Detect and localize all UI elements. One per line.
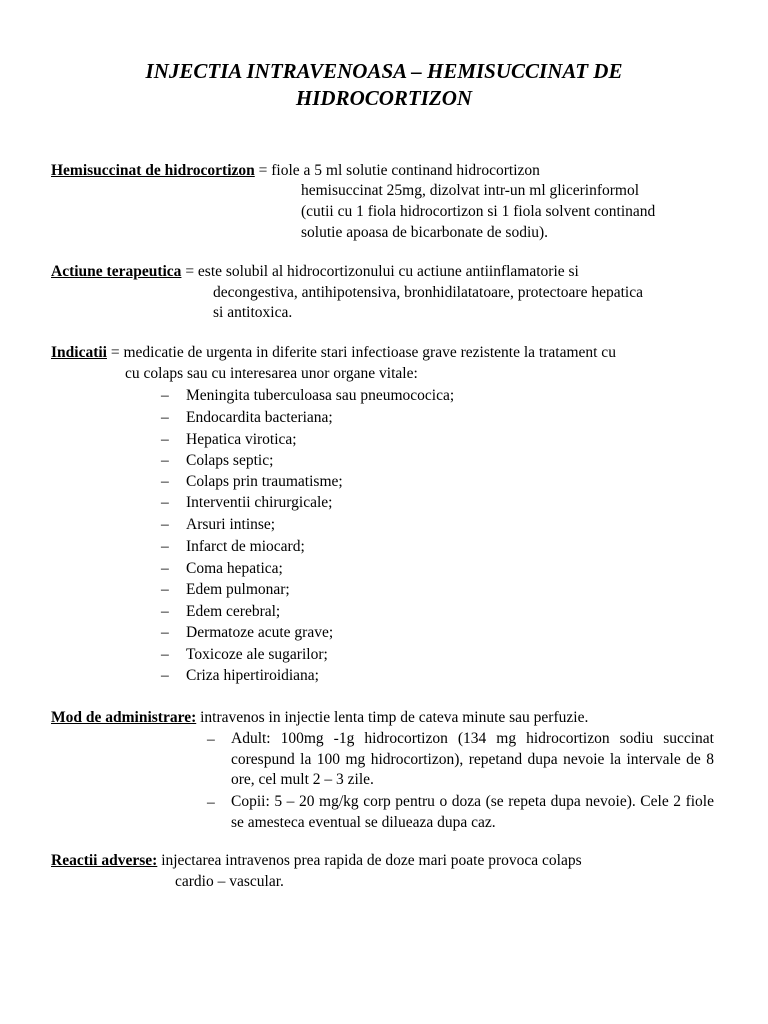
- adult-dash: –: [207, 731, 215, 748]
- list-item: [161, 386, 454, 406]
- list-dash: –: [161, 387, 169, 404]
- list-dash: –: [161, 452, 169, 469]
- indicatii-line-1: [51, 343, 616, 363]
- list-item-text: Edem cerebral;: [186, 603, 281, 620]
- list-dash: –: [161, 646, 169, 663]
- list-item: [161, 451, 273, 471]
- copii-dash: –: [207, 794, 215, 811]
- list-item: [161, 493, 332, 513]
- list-item-text: Criza hipertiroidiana;: [186, 667, 319, 684]
- list-item-text: Coma hepatica;: [186, 560, 283, 577]
- actiune-label: Actiune terapeutica: [51, 263, 182, 280]
- list-item-text: Meningita tuberculoasa sau pneumococica;: [186, 387, 455, 404]
- mod-line-1: [51, 708, 588, 728]
- list-item: [161, 666, 319, 686]
- list-dash: –: [161, 667, 169, 684]
- title-line-1: INJECTIA INTRAVENOASA – HEMISUCCINAT DE: [145, 59, 623, 83]
- indicatii-line-2: cu colaps sau cu interesarea unor organe vitale:: [125, 365, 418, 382]
- mod-label: Mod de administrare:: [51, 709, 197, 726]
- list-item: [161, 602, 280, 622]
- list-item-text: Colaps prin traumatisme;: [186, 473, 343, 490]
- mod-text-1: intravenos in injectie lenta timp de cateva minute sau perfuzie.: [196, 709, 589, 726]
- list-dash: –: [161, 581, 169, 598]
- list-dash: –: [161, 603, 169, 620]
- list-item-text: Toxicoze ale sugarilor;: [186, 646, 328, 663]
- indicatii-text-1: = medicatie de urgenta in diferite stari infectioase grave rezistente la tratament cu: [106, 344, 616, 361]
- list-dash: –: [161, 473, 169, 490]
- indicatii-label: Indicatii: [51, 344, 107, 361]
- list-item: [161, 559, 283, 579]
- list-dash: –: [161, 560, 169, 577]
- adult-dose-text: Adult: 100mg -1g hidrocortizon (134 mg hidrocortizon sodiu succinat corespund la 100 mg hidrocortizon), repetand dupa nevoie la intervale de 8 ore, cel mult 2 – 3 zile.: [231, 730, 714, 789]
- list-item: [161, 645, 328, 665]
- hemisuccinat-line-1: [51, 161, 540, 181]
- list-item-text: Interventii chirurgicale;: [186, 494, 333, 511]
- hemisuccinat-line-3: (cutii cu 1 fiola hidrocortizon si 1 fiola solvent continand: [301, 203, 656, 220]
- hemisuccinat-text-1: = fiole a 5 ml solutie continand hidrocortizon: [254, 162, 540, 179]
- list-dash: –: [161, 409, 169, 426]
- document-title: [0, 58, 768, 112]
- list-item-text: Arsuri intinse;: [186, 516, 276, 533]
- title-line-2: HIDROCORTIZON: [295, 86, 473, 110]
- actiune-line-3: si antitoxica.: [213, 304, 293, 321]
- actiune-text-1: = este solubil al hidrocortizonului cu actiune antiinflamatorie si: [181, 263, 579, 280]
- list-dash: –: [161, 516, 169, 533]
- list-item-text: Colaps septic;: [186, 452, 274, 469]
- reactii-line-1: [51, 851, 582, 871]
- copii-dose-text: Copii: 5 – 20 mg/kg corp pentru o doza (se repeta dupa nevoie). Cele 2 fiole se amesteca eventual se dilueaza dupa caz.: [231, 793, 714, 831]
- hemisuccinat-line-4: solutie apoasa de bicarbonate de sodiu).: [301, 224, 549, 241]
- list-item: [161, 408, 333, 428]
- list-item-text: Hepatica virotica;: [186, 431, 297, 448]
- list-item: [161, 623, 333, 643]
- list-item-text: Edem pulmonar;: [186, 581, 290, 598]
- actiune-line-1: [51, 262, 579, 282]
- list-dash: –: [161, 538, 169, 555]
- list-item-text: Endocardita bacteriana;: [186, 409, 333, 426]
- hemisuccinat-label: Hemisuccinat de hidrocortizon: [51, 162, 255, 179]
- list-item-text: Dermatoze acute grave;: [186, 624, 334, 641]
- list-item: [161, 537, 305, 557]
- list-dash: –: [161, 494, 169, 511]
- hemisuccinat-line-2: hemisuccinat 25mg, dizolvat intr-un ml glicerinformol: [301, 182, 640, 199]
- reactii-label: Reactii adverse:: [51, 852, 158, 869]
- list-dash: –: [161, 431, 169, 448]
- list-item-text: Infarct de miocard;: [186, 538, 305, 555]
- reactii-text-1: injectarea intravenos prea rapida de doze mari poate provoca colaps: [157, 852, 582, 869]
- list-item: [161, 430, 297, 450]
- list-item: [161, 472, 343, 492]
- list-item: [161, 515, 275, 535]
- list-dash: –: [161, 624, 169, 641]
- reactii-line-2: cardio – vascular.: [175, 873, 284, 890]
- actiune-line-2: decongestiva, antihipotensiva, bronhidilatatoare, protectoare hepatica: [213, 284, 643, 301]
- list-item: [161, 580, 290, 600]
